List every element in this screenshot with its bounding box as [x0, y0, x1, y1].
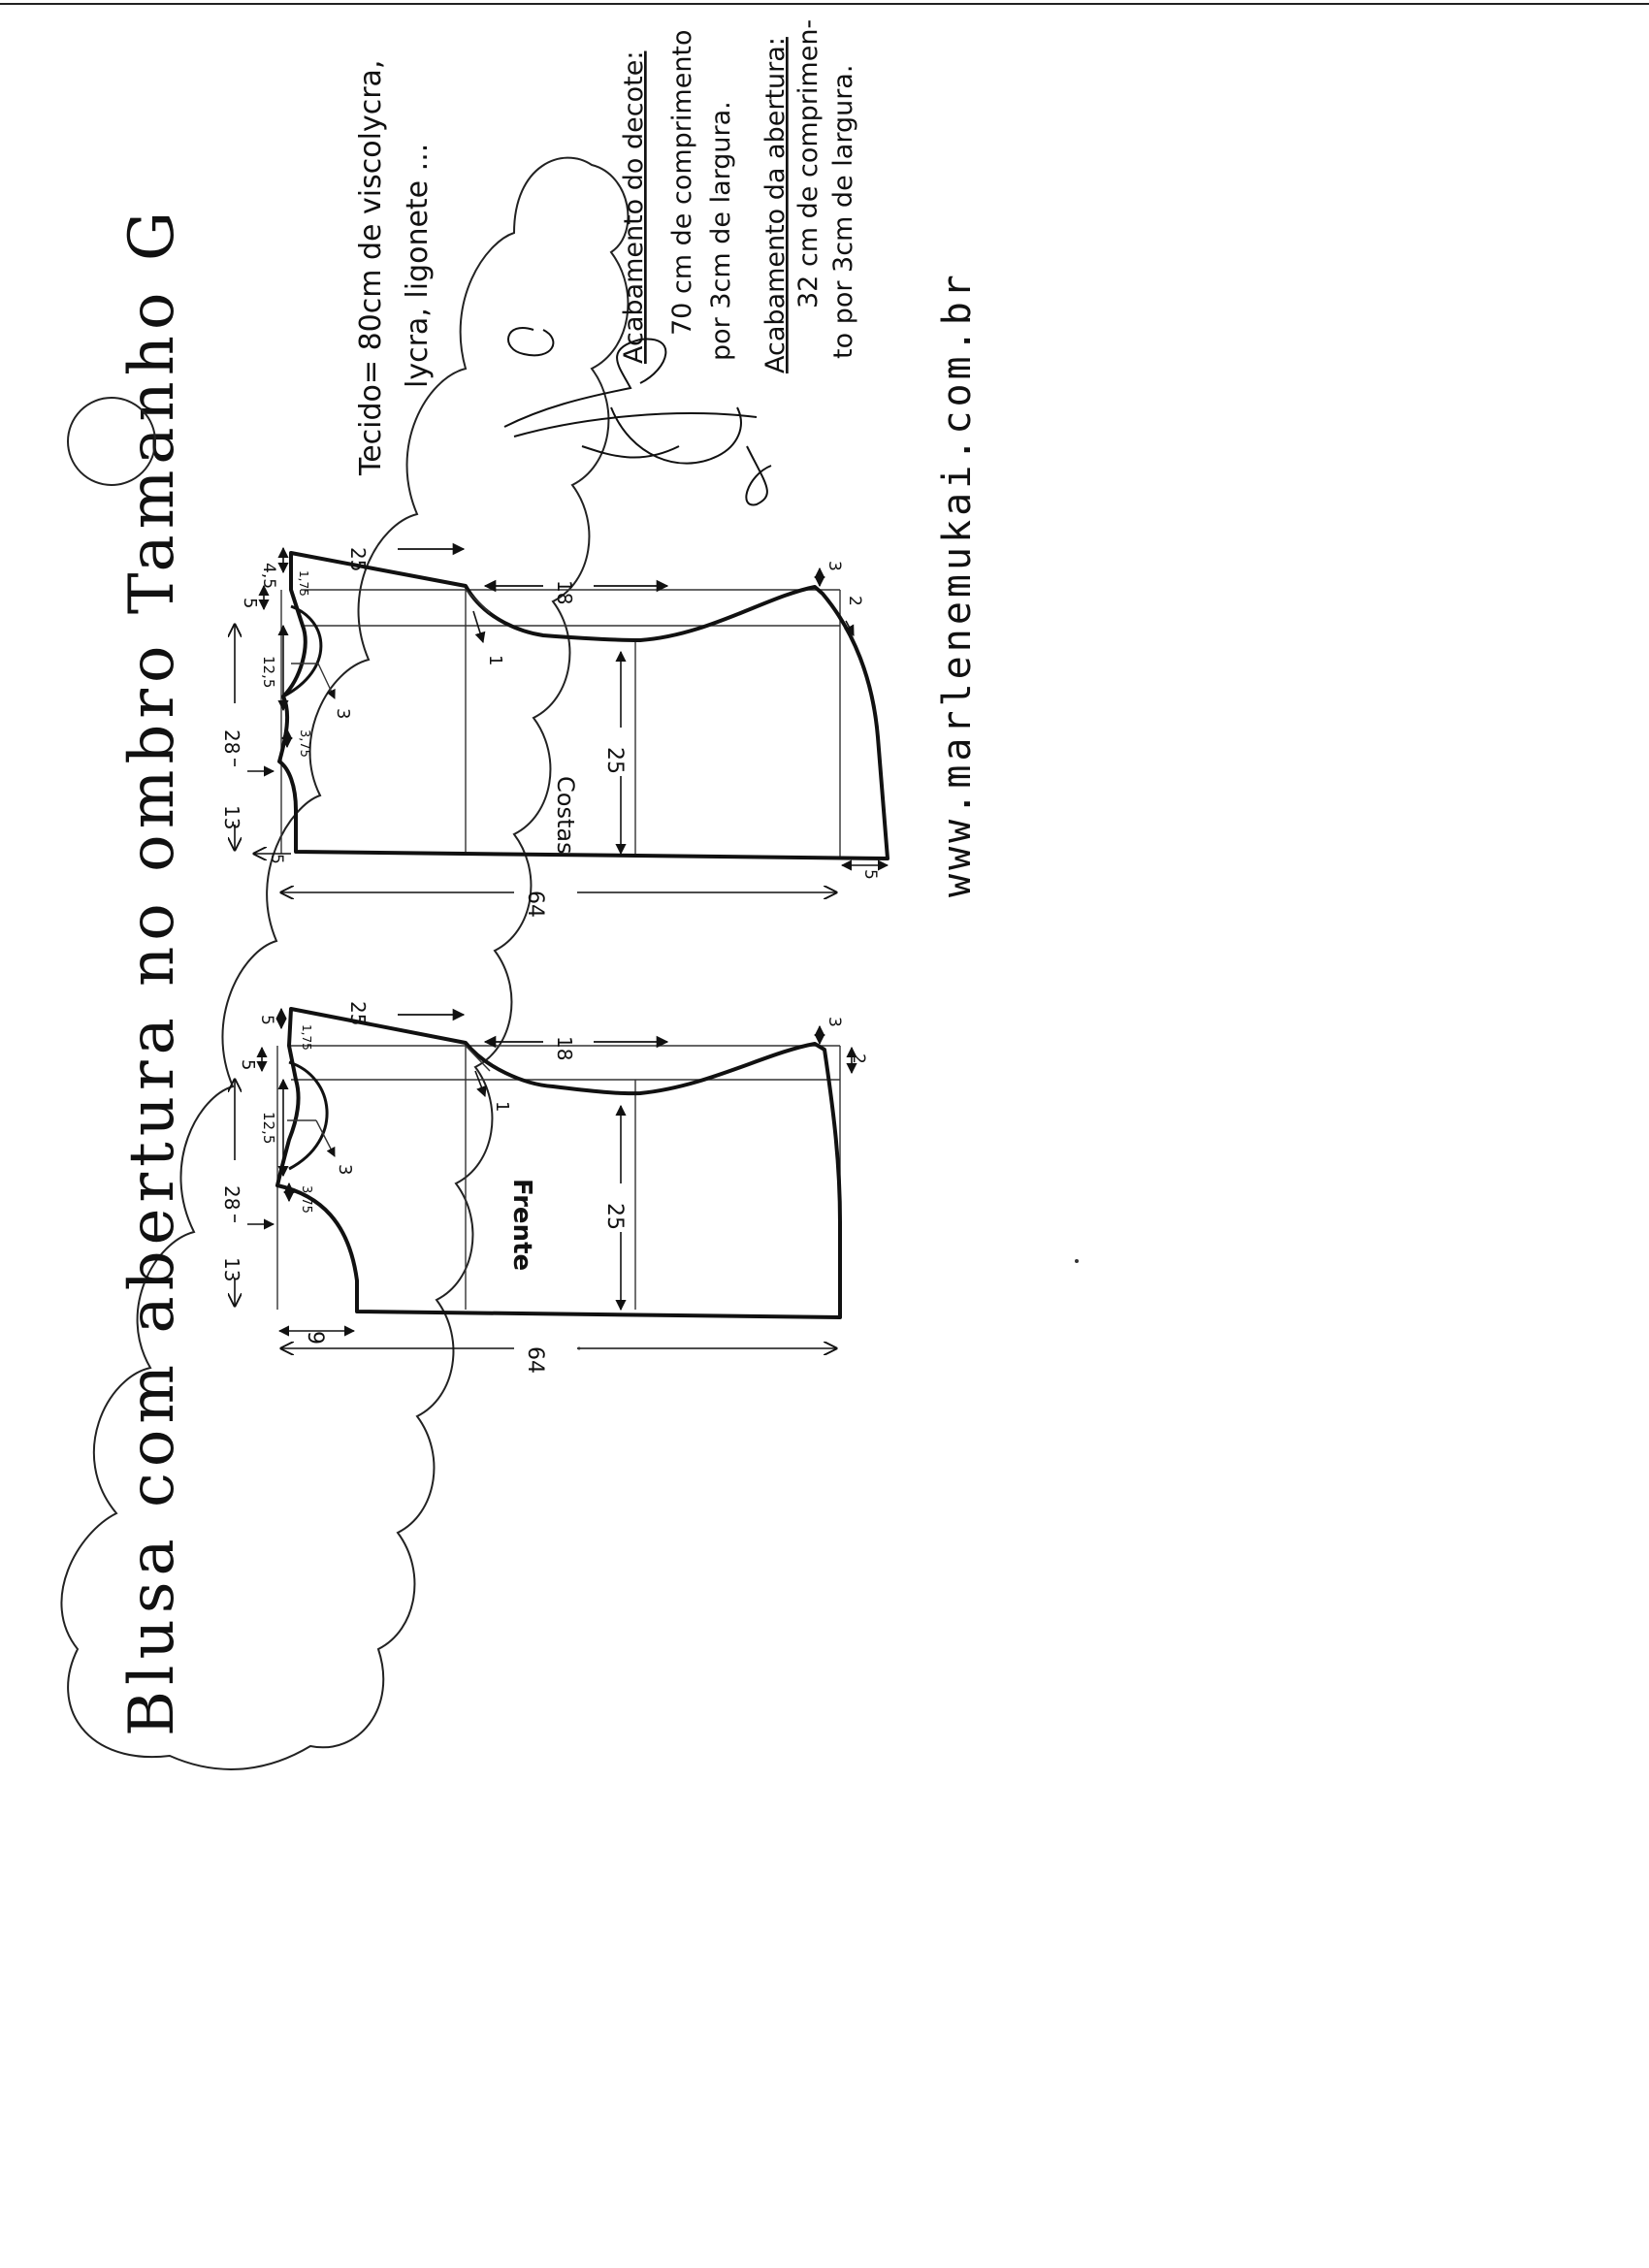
front-slit-top: 5	[238, 1059, 258, 1071]
finishing-notes	[619, 19, 858, 373]
front-curve-depth: 3	[335, 1164, 355, 1176]
back-armhole-drop: 18	[553, 580, 576, 605]
front-hem-top: 3	[824, 1017, 844, 1027]
title-group	[61, 158, 628, 1769]
back-outline	[279, 553, 888, 859]
back-slit-mid: 3,75	[297, 729, 311, 758]
title-text: Blusa com abertura no ombro Tamanho G	[116, 206, 188, 1736]
front-armhole-curve: 1	[492, 1101, 512, 1113]
front-length: 64	[523, 1346, 547, 1374]
back-armhole-curve: 1	[485, 655, 505, 666]
back-hem-side: 2	[845, 596, 864, 606]
neck-finishing-heading: Acabamento do decote:	[619, 50, 649, 364]
back-hem-top: 3	[824, 561, 844, 571]
front-armhole-drop: 18	[553, 1036, 576, 1061]
back-opening: 12,5	[260, 656, 277, 689]
neck-finishing-line-2: por 3cm de largura.	[706, 101, 736, 361]
back-slit-top: 5	[240, 598, 260, 609]
stray-mark	[1075, 1259, 1079, 1263]
front-opening: 12,5	[260, 1112, 277, 1145]
front-total-width: 28	[220, 1185, 243, 1211]
front-body-measure: 25	[602, 1203, 627, 1230]
front-slit-mid: 3,75	[299, 1185, 313, 1214]
front-hem-side: 2	[849, 1053, 868, 1064]
opening-finishing-line-1: 32 cm de comprimen-	[793, 18, 824, 308]
front-shoulder-small: 1,75	[300, 1024, 313, 1051]
back-shoulder-small: 1,75	[297, 570, 310, 597]
front-bottom-drop: 9	[303, 1331, 327, 1345]
fabric-line-2: lycra, ligonete ...	[401, 143, 435, 388]
front-label: Frente	[507, 1179, 536, 1272]
back-body-measure: 25	[602, 747, 627, 774]
front-shoulder-measure: 25	[346, 1001, 370, 1026]
stray-mark	[578, 1347, 581, 1350]
opening-finishing-heading: Acabamento da abertura:	[760, 37, 791, 373]
back-neck-drop: 4,5	[259, 563, 278, 590]
fabric-line-1: Tecido= 80cm de viscolycra,	[354, 59, 388, 475]
opening-finishing-line-2: to por 3cm de largura.	[828, 64, 858, 359]
front-neck-width: 13	[220, 1257, 243, 1282]
back-bottom-drop: 5	[267, 854, 286, 864]
back-curve-depth: 3	[333, 708, 353, 720]
fabric-note	[354, 60, 435, 476]
back-length: 64	[523, 891, 547, 918]
back-piece	[220, 547, 888, 918]
back-total-width: 28	[220, 729, 243, 755]
back-neck-width: 13	[220, 805, 243, 830]
website-url: www.marlenemukai.com.br	[935, 271, 980, 897]
neck-finishing-line-1: 70 cm de comprimento	[667, 29, 697, 336]
back-shoulder-measure: 25	[346, 547, 370, 572]
front-piece	[220, 1001, 868, 1374]
back-hem-bottom: 5	[860, 869, 880, 880]
back-label: Costas	[552, 776, 579, 855]
front-neck-drop: 5	[257, 1015, 276, 1025]
